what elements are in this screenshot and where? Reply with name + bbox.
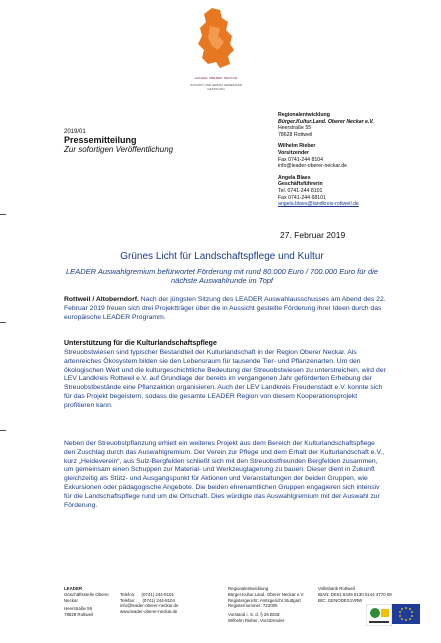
footer-org-short: LEADER [64,586,83,591]
footer-office: Geschäftsstelle Oberer Neckar [64,591,109,603]
person2-mail-link[interactable]: angela.blaes@landkreis-rottweil.de [278,201,359,208]
footer-reg-l5: Vorstand i. S. d. § 26 BGB: [228,612,281,618]
document-subtitle: Zur sofortigen Veröffentlichung [64,145,174,154]
footer-reg-l2: Bürger.Kultur.Land. Oberer Neckar e.V. [228,591,305,597]
contact-block [278,112,428,208]
footer-phone [120,586,204,615]
person2-name: Angela Blaes [278,174,311,181]
person1-role: Vorsitzender [278,149,310,156]
footer-reg-l3: Registergericht: Amtsgericht Stuttgart [228,597,301,603]
logo-subcaption: ZUKUNFT UND HEIMAT GEMEINSAM GESTALTEN [189,83,243,91]
person1-name: Wilhelm Rieber [278,143,316,150]
footer-bic: BIC: GENODES1VRW [318,597,363,603]
person2-tel: Tel. 0741-244 8101 [278,187,323,194]
footer-reg-l1: Regionalentwicklung [228,586,269,591]
paragraph-1-text: Nach der jüngsten Sitzung des LEADER Auswahlausschusses am Abend des 22. Februar 2019 freuen sich drei Projektträger über die in Aussicht gestellte Förderung ihrer Ideen durch das europäische LEADER Programm. [64,296,386,321]
fold-mark-top [0,214,6,215]
footer-fax: Telefax: (0741) 244-8104 [120,597,175,603]
leader-logo-icon [190,6,242,120]
footer-reg-l6: Wilhelm Rieber, Vorsitzender [228,617,285,623]
document-title: Pressemitteilung [64,135,137,145]
person1-fax: Fax 0741-244 8104 [278,156,323,163]
footer-city: 78628 Rottweil [64,612,94,618]
subheadline: LEADER Auswahlgremium befürwortet Förderung mit rund 80.000 Euro / 700.000 Euro für die nächste Auswahlrunde im Topf [66,267,378,285]
paragraph-3: Neben der Streuobstpflanzung erhielt ein weiteres Projekt aus dem Bereich der Kulturlandschaftspflege den Zuschlag durch das Auswahlgremium. Der Verein zur Pflege und dem Erhalt der Kulturlandschaft e.V., kurz „Heideverein“, aus Sulz-Bergfelden schließt sich mit den Streuobstfreunden Bergfelden zusammen, um gemeinsam einen Schuppen zur Material- und Werkzeuglagerung zu bauen. Dieser dient in Zukunft gleichzeitig als Stütz- und Ausgangspunkt für Aktionen und Veranstaltungen der beiden Gruppen, wie Exkursionen oder pädagogische Angebote. Die beiden ehrenamtlichen Gruppen engagieren sich intensiv für die Landschaftspflege rund um die Ortschaft. Dies würdigte das Auswahlgremium mit der Auswahl zur Förderung. [64,440,385,509]
reference-number: 2019/01 [64,129,86,135]
fold-mark-middle [0,322,6,323]
footer-street: Heerstraße 55 [64,606,93,612]
logo-caption: LEADER OBERER NECKAR [194,76,238,80]
footer-reg-l4: Registernummer: 722005 [228,603,278,609]
person2-fax: Fax 0741-244 68101 [278,194,326,201]
paragraph-2: Streuobstwiesen sind typischer Bestandteil der Kulturlandschaft in der Region Oberer Neckar. Als artenreiches Ökosystem bilden sie den Lebensraum für tausende Tier- und Pflanzenarten. Um den ökologischen Wert und die kulturgeschichtliche Bedeutung der Streuobstwiesen zu unterstreichen, wird der LEV Landkreis Rottweil e.V. auf Grundlage der bereits im vergangenen Jahr geförderten Erhebung der Streuobstbestände eine Pflanzaktion organisieren. Auch der LEV Landkreis Freudenstadt e.V. konnte sich für das Projekt begeistern, sodass die gesamte LEADER Region von diesem Kooperationsprojekt profitieren kann. [64,349,386,409]
fold-mark-bottom [0,430,6,431]
footer-tel: Telefon: (0741) 244-8101 [120,591,174,597]
person2-role: Geschäftsführerin [278,181,323,188]
baden-wuerttemberg-logo-icon [366,604,392,626]
footer-registry [228,586,314,624]
org-line1: Regionalentwicklung [278,112,330,118]
section-title: Unterstützung für die Kulturlandschaftspflege [64,340,217,347]
footer-bank-name: Volksbank Rottweil [318,586,355,591]
org-street: Heerstraße 55 [278,125,312,132]
footer-web[interactable]: www.leader-oberer-neckar.de [120,609,178,615]
headline: Grünes Licht für Landschaftspflege und Kultur [120,251,324,262]
footer-bank [318,586,398,603]
person1-mail[interactable]: info@leader-oberer-neckar.de [278,163,347,170]
org-city: 78628 Rottweil [278,131,313,138]
dateline: Rottweil / Altoberndorf. [64,296,139,303]
paragraph-1 [64,296,388,322]
org-line2: Bürger.Kultur.Land. Oberer Neckar e.V. [278,118,374,125]
footer-iban: IBAN: DE61 6439 0130 0144 4770 09 [318,591,392,597]
eu-flag-icon [392,604,420,624]
release-date: 27. Februar 2019 [280,230,346,240]
footer-address [64,586,124,618]
footer-mail[interactable]: info@leader-oberer-neckar.de [120,603,179,609]
